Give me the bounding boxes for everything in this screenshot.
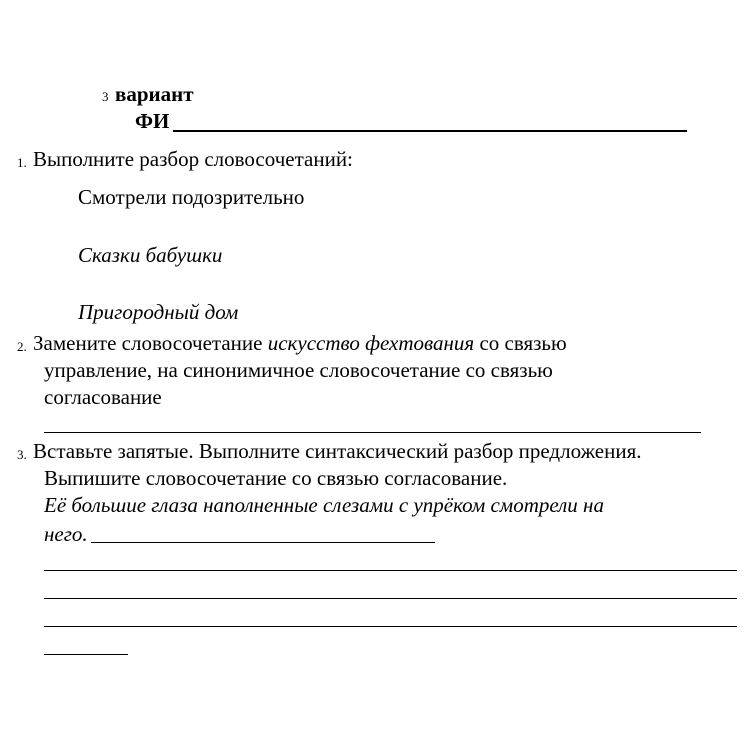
name-field-line[interactable] xyxy=(173,130,687,132)
task1-phrase-2: Сказки бабушки xyxy=(78,243,223,267)
task2-highlighted-phrase: искусство фехтования xyxy=(267,331,475,355)
variant-label: вариант xyxy=(115,82,194,106)
task3-line-2: Выпишите словосочетание со связью согласование. xyxy=(44,466,508,490)
task3-sentence-line-1: Её большие глаза наполненные слезами с упрёком смотрели на xyxy=(44,493,604,517)
task3-answer-line-3[interactable] xyxy=(44,626,737,627)
task1-instruction: Выполните разбор словосочетаний: xyxy=(33,147,353,171)
task2-line-3: согласование xyxy=(44,385,162,409)
task1-phrase-3: Пригородный дом xyxy=(78,300,239,324)
task2-line1-prefix: Замените словосочетание xyxy=(33,331,263,355)
task3-answer-line-4[interactable] xyxy=(44,654,128,655)
task3-line-1: Вставьте запятые. Выполните синтаксический разбор предложения. xyxy=(33,439,642,463)
task3-inline-answer-line[interactable] xyxy=(91,542,435,543)
name-label: ФИ xyxy=(135,109,170,133)
task2-line1-suffix: со связью xyxy=(479,331,567,355)
task1-number: 1. xyxy=(17,155,27,170)
task3-answer-line-2[interactable] xyxy=(44,598,737,599)
variant-number: 3 xyxy=(102,89,109,104)
task3-answer-line-1[interactable] xyxy=(44,570,737,571)
task2-number: 2. xyxy=(17,339,27,354)
task3-sentence-line-2: него. xyxy=(44,522,88,546)
task2-line-2: управление, на синонимичное словосочетание со связью xyxy=(44,358,553,382)
task2-answer-line[interactable] xyxy=(44,432,701,433)
task3-number: 3. xyxy=(17,447,27,462)
task1-phrase-1: Смотрели подозрительно xyxy=(78,185,305,209)
task2-line-1 xyxy=(33,333,567,354)
